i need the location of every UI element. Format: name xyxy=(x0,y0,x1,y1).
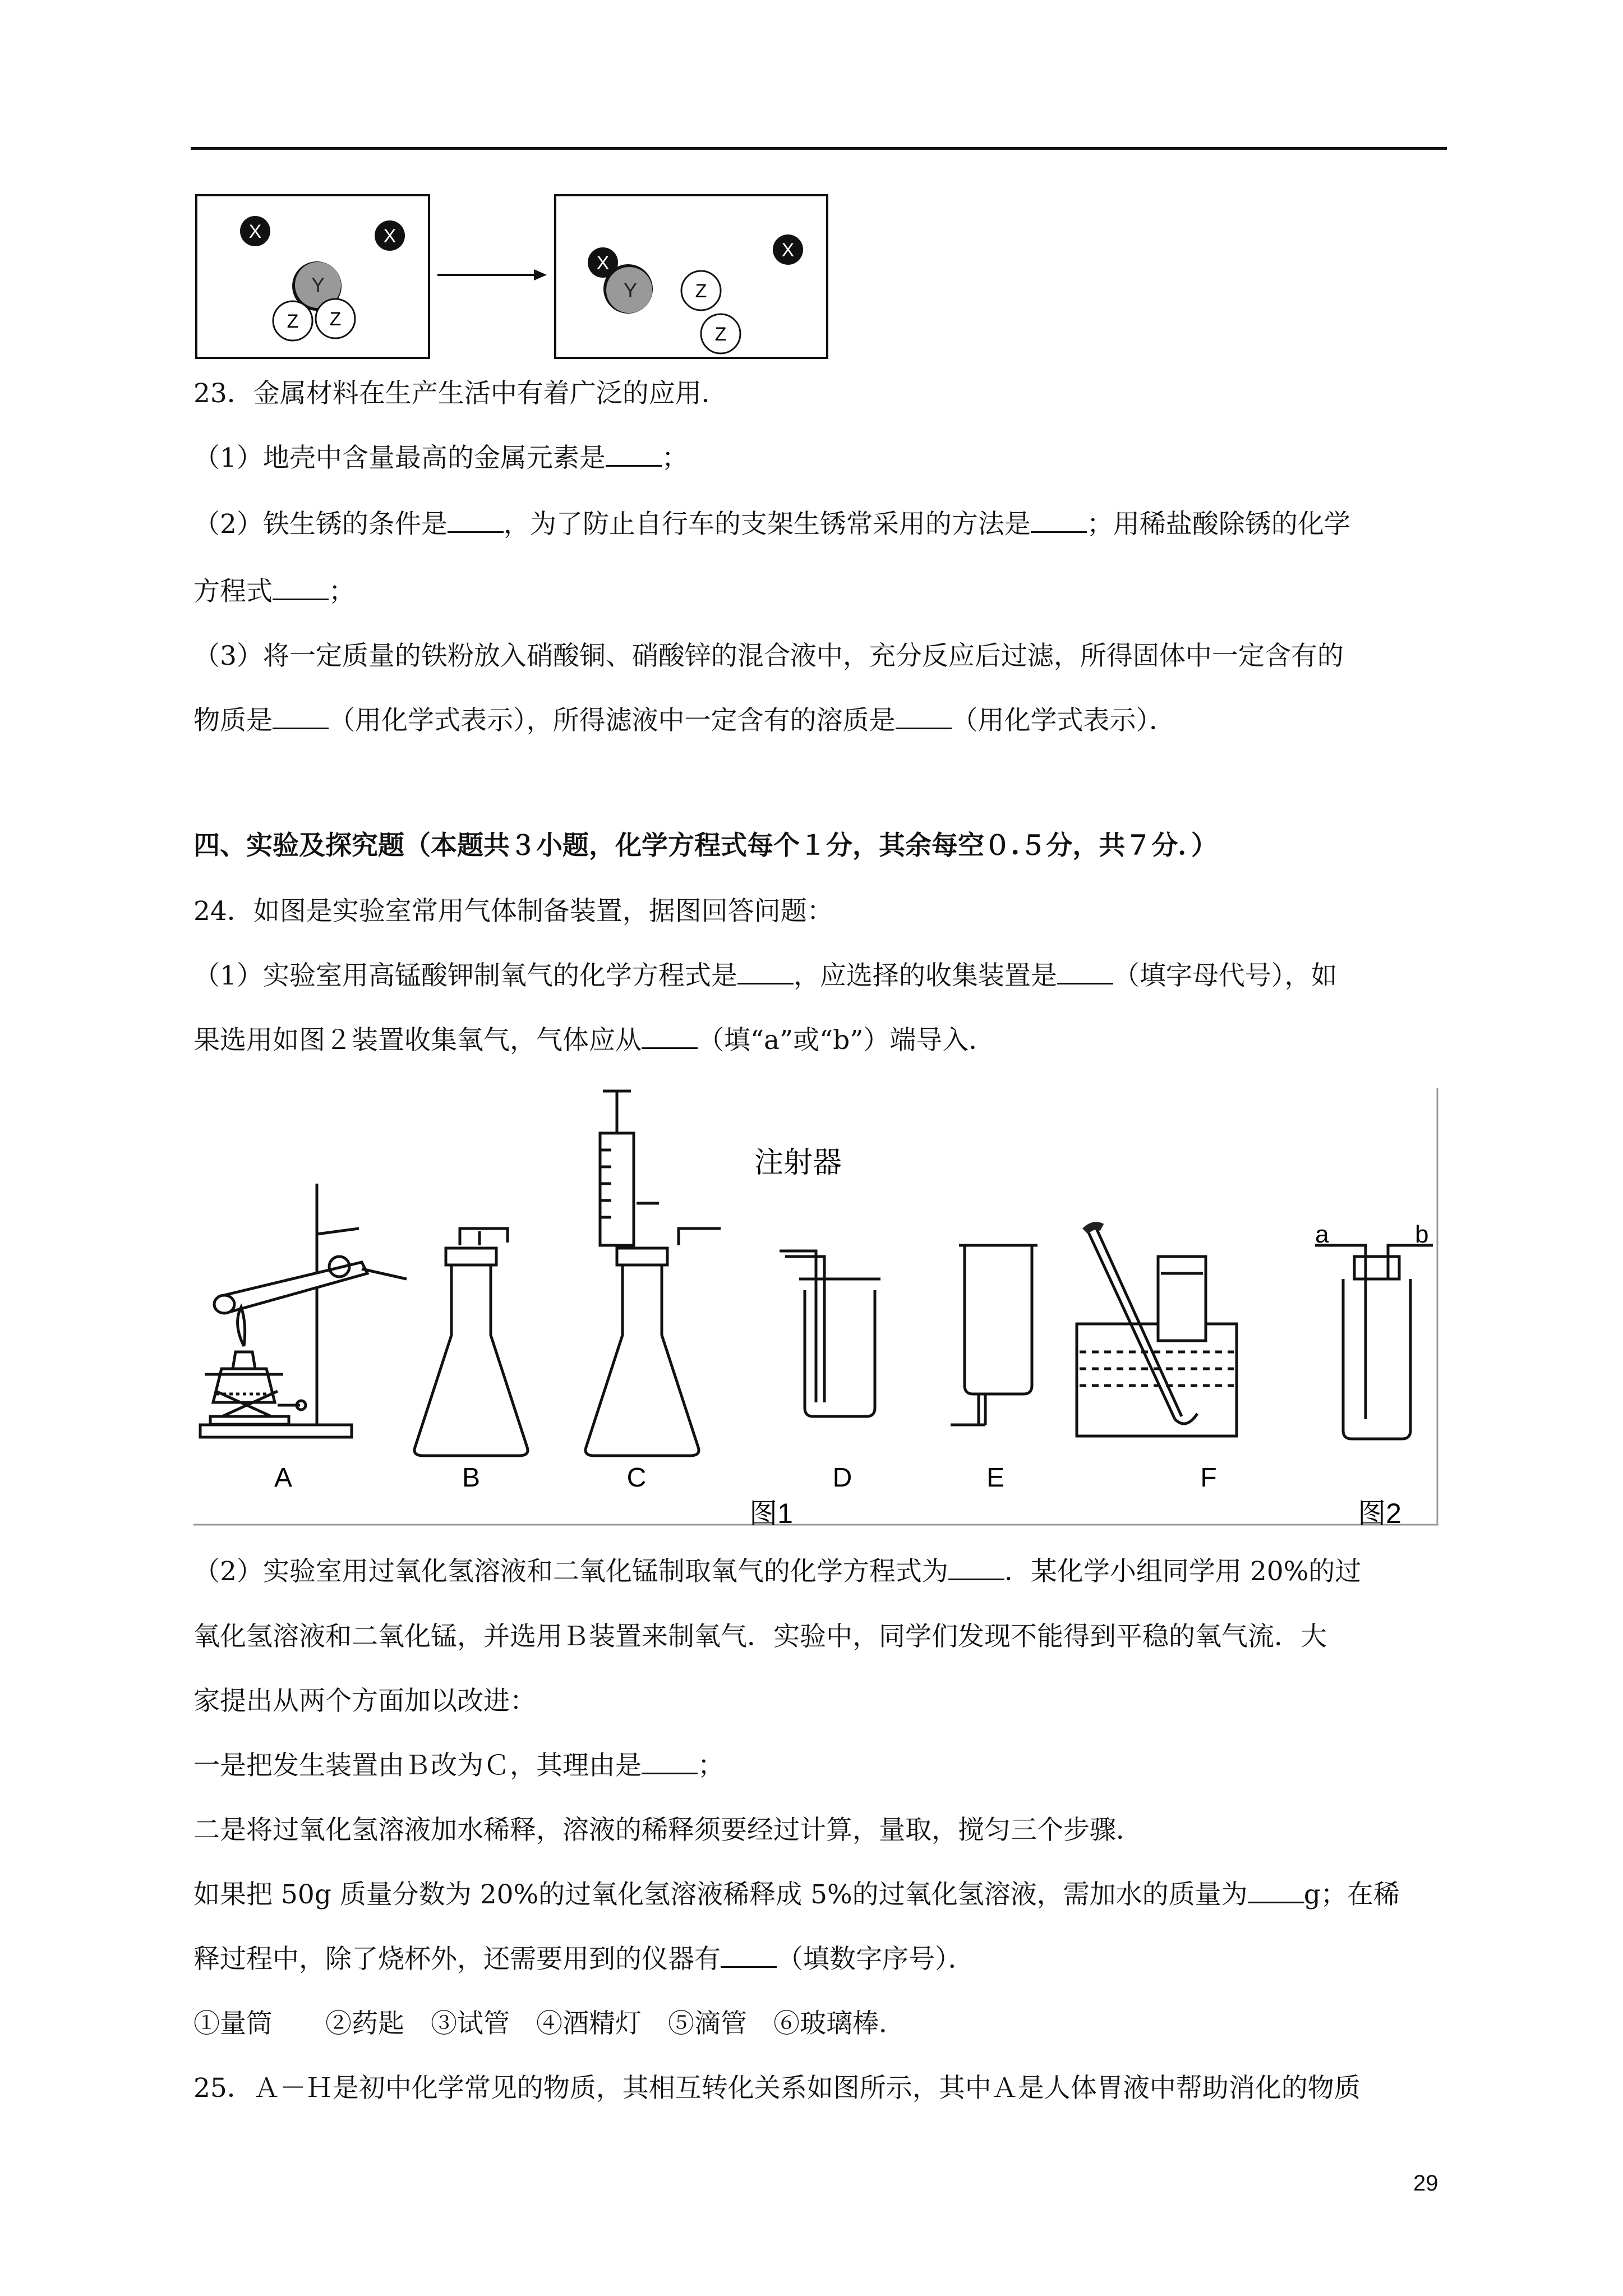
header-rule xyxy=(191,147,1447,150)
x-atom-label: X xyxy=(383,226,396,247)
port-a-label: a xyxy=(1315,1221,1329,1248)
q23-part2: （2）铁生锈的条件是 ，为了防止自行车的支架生锈常采用的方法是 ；用稀盐酸除锈的化学 xyxy=(193,509,1350,540)
answer-blank[interactable] xyxy=(273,576,329,600)
label-d: D xyxy=(832,1463,852,1493)
x-atom-label: X xyxy=(248,221,262,242)
q24-part2: （2）实验室用过氧化氢溶液和二氧化锰制取氧气的化学方程式为 ．某化学小组同学用 20%的过 xyxy=(193,1556,1362,1587)
answer-blank[interactable] xyxy=(448,509,504,533)
q24-stem: 24．如图是实验室常用气体制备装置，据图回答问题： xyxy=(193,896,833,927)
x-atom-label: X xyxy=(781,240,795,261)
q25-stem: 25．Ａ－Ｈ是初中化学常见的物质，其相互转化关系如图所示，其中Ａ是人体胃液中帮助消化的物质 xyxy=(193,2073,1361,2104)
q23-part2-cont: 方程式 ； xyxy=(193,576,355,607)
page-number: 29 xyxy=(1413,2171,1438,2196)
y-atom-label: Y xyxy=(623,279,638,302)
y-atom-label: Y xyxy=(311,273,325,296)
x-atom-label: X xyxy=(596,252,610,274)
q23-part3: （3）将一定质量的铁粉放入硝酸铜、硝酸锌的混合液中，充分反应后过滤，所得固体中一定含有的 xyxy=(193,641,1344,671)
answer-blank[interactable] xyxy=(642,1025,698,1049)
answer-blank[interactable] xyxy=(737,960,794,984)
answer-blank[interactable] xyxy=(606,443,662,467)
particle-reaction-diagram xyxy=(191,191,841,365)
z-atom-label: Z xyxy=(329,309,342,330)
q23-stem: 23．金属材料在生产生活中有着广泛的应用． xyxy=(193,378,728,409)
q24-part5-cont: 释过程中，除了烧杯外，还需要用到的仪器有 （填数字序号）． xyxy=(193,1944,975,1975)
q23-part1: （1）地壳中含量最高的金属元素是 ； xyxy=(193,443,688,473)
label-f: F xyxy=(1200,1463,1217,1493)
z-atom-label: Z xyxy=(287,311,299,332)
apparatus-figure xyxy=(193,1088,1438,1526)
q24-part1: （1）实验室用高锰酸钾制氧气的化学方程式是 ，应选择的收集装置是 （填字母代号），如 xyxy=(193,960,1338,991)
q24-part3: 一是把发生装置由Ｂ改为Ｃ，其理由是 ； xyxy=(193,1750,724,1781)
label-a: A xyxy=(274,1463,293,1493)
q24-part4: 二是将过氧化氢溶液加水稀释，溶液的稀释须要经过计算，量取，搅匀三个步骤． xyxy=(193,1815,1142,1846)
answer-blank[interactable] xyxy=(721,1944,777,1968)
q24-options: ①量筒 ②药匙 ③试管 ④酒精灯 ⑤滴管 ⑥玻璃棒． xyxy=(193,2008,905,2039)
answer-blank[interactable] xyxy=(642,1750,698,1774)
q24-part2-cont1: 氧化氢溶液和二氧化锰，并选用Ｂ装置来制氧气．实验中，同学们发现不能得到平稳的氧气流．大 xyxy=(193,1621,1327,1652)
port-b-label: b xyxy=(1415,1221,1429,1248)
z-atom-label: Z xyxy=(714,324,727,345)
q23-part3-cont: 物质是 （用化学式表示），所得滤液中一定含有的溶质是 （用化学式表示）． xyxy=(193,705,1175,736)
answer-blank[interactable] xyxy=(896,705,952,729)
q24-part2-cont2: 家提出从两个方面加以改进： xyxy=(193,1686,536,1717)
answer-blank[interactable] xyxy=(1057,960,1113,984)
figure-1-caption: 图1 xyxy=(749,1498,793,1526)
figure-2-caption: 图2 xyxy=(1358,1498,1401,1526)
label-b: B xyxy=(462,1463,481,1493)
q24-part1-cont: 果选用如图２装置收集氧气，气体应从 （填“a”或“b”）端导入． xyxy=(193,1025,995,1056)
label-c: C xyxy=(626,1463,647,1493)
answer-blank[interactable] xyxy=(948,1556,1004,1580)
label-e: E xyxy=(986,1463,1005,1493)
section-heading: 四、实验及探究题（本题共３小题，化学方程式每个１分，其余每空０.５分，共７分．） xyxy=(193,830,1218,861)
z-atom-label: Z xyxy=(695,280,707,302)
answer-blank[interactable] xyxy=(273,705,329,729)
answer-blank[interactable] xyxy=(1031,509,1087,533)
answer-blank[interactable] xyxy=(1248,1879,1304,1903)
q24-part5: 如果把 50g 质量分数为 20%的过氧化氢溶液稀释成 5%的过氧化氢溶液，需加水的质量为 g；在稀 xyxy=(193,1879,1400,1910)
syringe-label: 注射器 xyxy=(754,1147,842,1179)
